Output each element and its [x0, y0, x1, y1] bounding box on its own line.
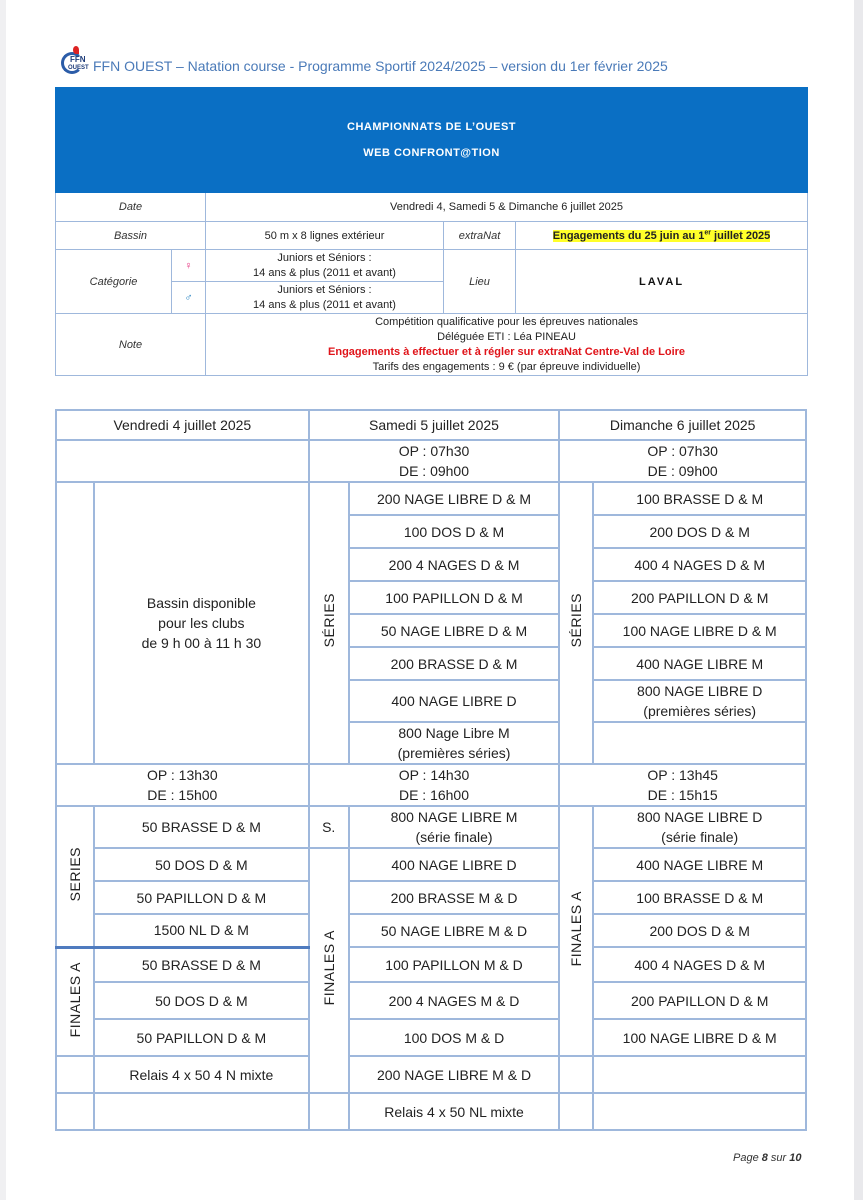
day-header-sunday: Dimanche 6 juillet 2025 [559, 410, 806, 440]
friday-morning-spacer [56, 482, 94, 764]
event-cell: 400 NAGE LIBRE D [349, 680, 560, 722]
lieu-value: LAVAL [516, 250, 808, 314]
event-cell: 200 BRASSE M & D [349, 881, 560, 914]
event-cell: Relais 4 x 50 4 N mixte [94, 1056, 309, 1093]
empty-cell [559, 1056, 593, 1093]
extranat-value [516, 222, 808, 250]
saturday-afternoon-times: OP : 14h30 DE : 16h00 [309, 764, 560, 806]
friday-afternoon-times: OP : 13h30 DE : 15h00 [56, 764, 309, 806]
event-cell: Relais 4 x 50 NL mixte [349, 1093, 560, 1130]
competition-subtitle: WEB CONFRONT@TION [363, 147, 500, 159]
categorie-label: Catégorie [56, 250, 172, 314]
female-symbol-icon: ♀ [172, 250, 206, 282]
event-cell: 400 4 NAGES D & M [593, 548, 806, 581]
competition-title-banner [56, 88, 808, 193]
event-cell-empty [593, 1056, 806, 1093]
event-cell: 200 4 NAGES D & M [349, 548, 560, 581]
competition-title: CHAMPIONNATS DE L’OUEST [347, 121, 517, 133]
date-value: Vendredi 4, Samedi 5 & Dimanche 6 juillet 2025 [206, 193, 808, 222]
note-line: Tarifs des engagements : 9 € (par épreuve individuelle) [372, 360, 641, 373]
event-cell: 400 4 NAGES D & M [593, 947, 806, 982]
male-symbol-icon: ♂ [172, 282, 206, 314]
saturday-s-label: S. [309, 806, 349, 848]
event-cell: 100 DOS M & D [349, 1019, 560, 1056]
empty-cell [56, 1056, 94, 1093]
event-cell: 100 DOS D & M [349, 515, 560, 548]
note-line: Déléguée ETI : Léa PINEAU [437, 330, 576, 343]
male-category: Juniors et Séniors : 14 ans & plus (2011 et avant) [206, 282, 444, 314]
event-cell: 200 NAGE LIBRE D & M [349, 482, 560, 515]
saturday-finals-label: FINALES A [309, 848, 349, 1093]
event-cell: 200 DOS D & M [593, 914, 806, 947]
event-cell: 200 PAPILLON D & M [593, 581, 806, 614]
lieu-label: Lieu [444, 250, 516, 314]
event-cell: 800 NAGE LIBRE M (série finale) [349, 806, 560, 848]
event-cell: 100 NAGE LIBRE D & M [593, 614, 806, 647]
event-cell: 100 NAGE LIBRE D & M [593, 1019, 806, 1056]
page-number: Page 8 sur 10 [733, 1152, 802, 1164]
event-cell: 200 NAGE LIBRE M & D [349, 1056, 560, 1093]
event-cell: 800 NAGE LIBRE D (série finale) [593, 806, 806, 848]
event-cell: 200 4 NAGES M & D [349, 982, 560, 1019]
event-cell: 200 BRASSE D & M [349, 647, 560, 680]
event-cell: 50 PAPILLON D & M [94, 1019, 309, 1056]
event-cell: 200 DOS D & M [593, 515, 806, 548]
sunday-afternoon-times: OP : 13h45 DE : 15h15 [559, 764, 806, 806]
note-line: Compétition qualificative pour les épreuves nationales [375, 315, 638, 328]
event-cell: 400 NAGE LIBRE M [593, 848, 806, 881]
date-label: Date [56, 193, 206, 222]
event-cell: 400 NAGE LIBRE M [593, 647, 806, 680]
saturday-series-label: SÉRIES [309, 482, 349, 764]
program-table [55, 409, 807, 1131]
empty-cell [559, 1093, 593, 1130]
event-cell: 100 BRASSE D & M [593, 482, 806, 515]
friday-series-label: SERIES [56, 806, 94, 947]
event-cell: 800 NAGE LIBRE D (premières séries) [593, 680, 806, 722]
event-cell-empty [593, 722, 806, 764]
extranat-label: extraNat [444, 222, 516, 250]
female-category: Juniors et Séniors : 14 ans & plus (2011 et avant) [206, 250, 444, 282]
note-warning: Engagements à effectuer et à régler sur extraNat Centre-Val de Loire [328, 345, 686, 358]
event-cell: 1500 NL D & M [94, 914, 309, 947]
event-cell: 50 BRASSE D & M [94, 806, 309, 848]
empty-cell [309, 1093, 349, 1130]
event-cell: 200 PAPILLON D & M [593, 982, 806, 1019]
event-cell: 50 NAGE LIBRE M & D [349, 914, 560, 947]
event-cell: 100 PAPILLON D & M [349, 581, 560, 614]
event-cell: 100 PAPILLON M & D [349, 947, 560, 982]
engagement-dates-highlight: Engagements du 25 juin au 1er juillet 2025 [552, 229, 771, 242]
sunday-series-label: SÉRIES [559, 482, 593, 764]
event-cell-empty [593, 1093, 806, 1130]
event-cell: 400 NAGE LIBRE D [349, 848, 560, 881]
bassin-value: 50 m x 8 lignes extérieur [206, 222, 444, 250]
day-header-friday: Vendredi 4 juillet 2025 [56, 410, 309, 440]
event-cell: 50 DOS D & M [94, 848, 309, 881]
event-cell: 50 PAPILLON D & M [94, 881, 309, 914]
ffn-logo-icon [61, 46, 95, 76]
friday-morning-times [56, 440, 309, 482]
event-cell: 50 DOS D & M [94, 982, 309, 1019]
sunday-finals-label: FINALES A [559, 806, 593, 1056]
event-cell: 800 Nage Libre M (premières séries) [349, 722, 560, 764]
empty-cell [56, 1093, 94, 1130]
friday-finals-label: FINALES A [56, 947, 94, 1056]
logo-text-bottom: OUEST [68, 65, 89, 71]
day-header-saturday: Samedi 5 juillet 2025 [309, 410, 560, 440]
sunday-morning-times: OP : 07h30 DE : 09h00 [559, 440, 806, 482]
note-label: Note [56, 314, 206, 376]
page-header [61, 40, 668, 76]
page-edge [854, 0, 863, 1200]
friday-morning-note: Bassin disponible pour les clubs de 9 h 00 à 11 h 30 [94, 482, 309, 764]
event-cell: 100 BRASSE D & M [593, 881, 806, 914]
event-cell-empty [94, 1093, 309, 1130]
header-title: FFN OUEST – Natation course - Programme Sportif 2024/2025 – version du 1er février 2025 [93, 58, 668, 74]
event-cell: 50 NAGE LIBRE D & M [349, 614, 560, 647]
event-cell: 50 BRASSE D & M [94, 947, 309, 982]
saturday-morning-times: OP : 07h30 DE : 09h00 [309, 440, 560, 482]
note-value [206, 314, 808, 376]
logo-text-top: FFN [70, 55, 86, 64]
competition-info-table [55, 87, 808, 376]
bassin-label: Bassin [56, 222, 206, 250]
